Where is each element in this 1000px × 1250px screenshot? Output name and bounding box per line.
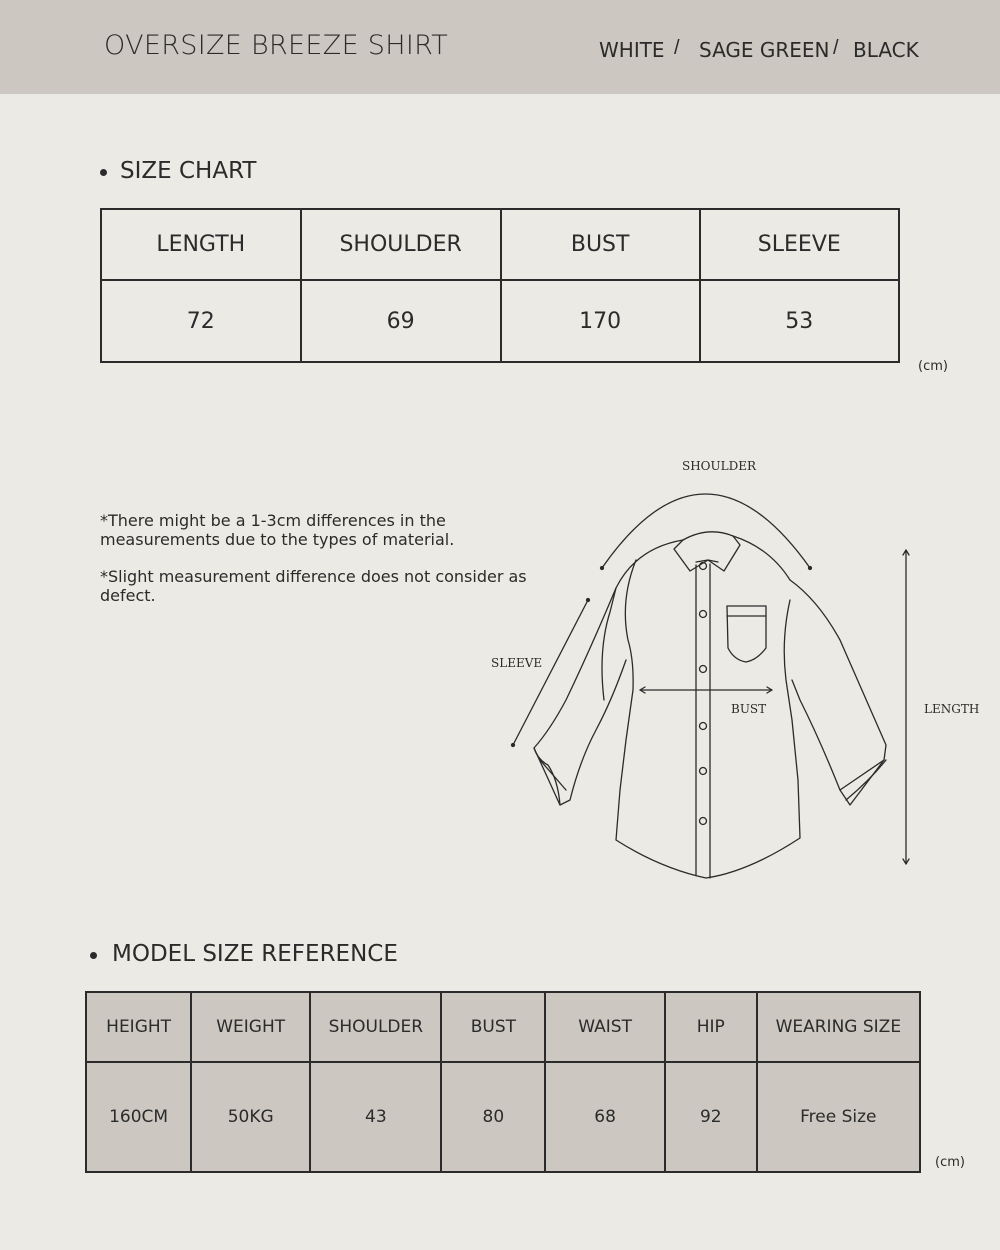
bullet-icon [90, 952, 97, 959]
model-value-height: 160CM [86, 1062, 191, 1172]
model-value-wearing-size: Free Size [757, 1062, 920, 1172]
note-material: *There might be a 1-3cm differences in the measurements due to the types of material. [100, 511, 455, 549]
note-defect: *Slight measurement difference does not consider as defect. [100, 567, 527, 605]
size-chart-heading: SIZE CHART [120, 158, 257, 184]
model-value-waist: 68 [545, 1062, 665, 1172]
model-size-table [85, 991, 921, 1173]
product-title: OVERSIZE BREEZE SHIRT [104, 30, 448, 61]
color-option-white[interactable]: WHITE [599, 38, 665, 62]
model-value-weight: 50KG [191, 1062, 310, 1172]
model-header-shoulder: SHOULDER [310, 992, 441, 1062]
shoulder-measure-arc [602, 494, 810, 568]
size-value-shoulder: 69 [301, 280, 501, 362]
diagram-label-shoulder: SHOULDER [682, 459, 757, 473]
size-header-bust: BUST [501, 209, 700, 280]
size-value-bust: 170 [501, 280, 700, 362]
color-option-black[interactable]: BLACK [853, 38, 919, 62]
sleeve-measure-line [513, 600, 588, 745]
model-size-value-row [86, 1062, 920, 1172]
model-size-heading: MODEL SIZE REFERENCE [112, 941, 398, 967]
diagram-label-length: LENGTH [924, 702, 980, 716]
color-option-sage-green[interactable]: SAGE GREEN [699, 38, 830, 62]
size-header-shoulder: SHOULDER [301, 209, 501, 280]
size-value-length: 72 [101, 280, 301, 362]
model-header-waist: WAIST [545, 992, 665, 1062]
model-header-weight: WEIGHT [191, 992, 310, 1062]
size-chart-unit: (cm) [918, 359, 948, 374]
size-header-sleeve: SLEEVE [700, 209, 899, 280]
color-separator: / [674, 37, 680, 59]
model-value-shoulder: 43 [310, 1062, 441, 1172]
model-size-unit: (cm) [935, 1155, 965, 1170]
model-header-hip: HIP [665, 992, 757, 1062]
model-size-header-row [86, 992, 920, 1062]
diagram-label-sleeve: SLEEVE [491, 656, 543, 670]
model-header-bust: BUST [441, 992, 545, 1062]
size-value-sleeve: 53 [700, 280, 899, 362]
color-separator: / [833, 37, 839, 59]
model-value-bust: 80 [441, 1062, 545, 1172]
model-header-wearing-size: WEARING SIZE [757, 992, 920, 1062]
size-header-length: LENGTH [101, 209, 301, 280]
model-header-height: HEIGHT [86, 992, 191, 1062]
model-value-hip: 92 [665, 1062, 757, 1172]
diagram-label-bust: BUST [731, 702, 767, 716]
pocket [727, 606, 766, 662]
